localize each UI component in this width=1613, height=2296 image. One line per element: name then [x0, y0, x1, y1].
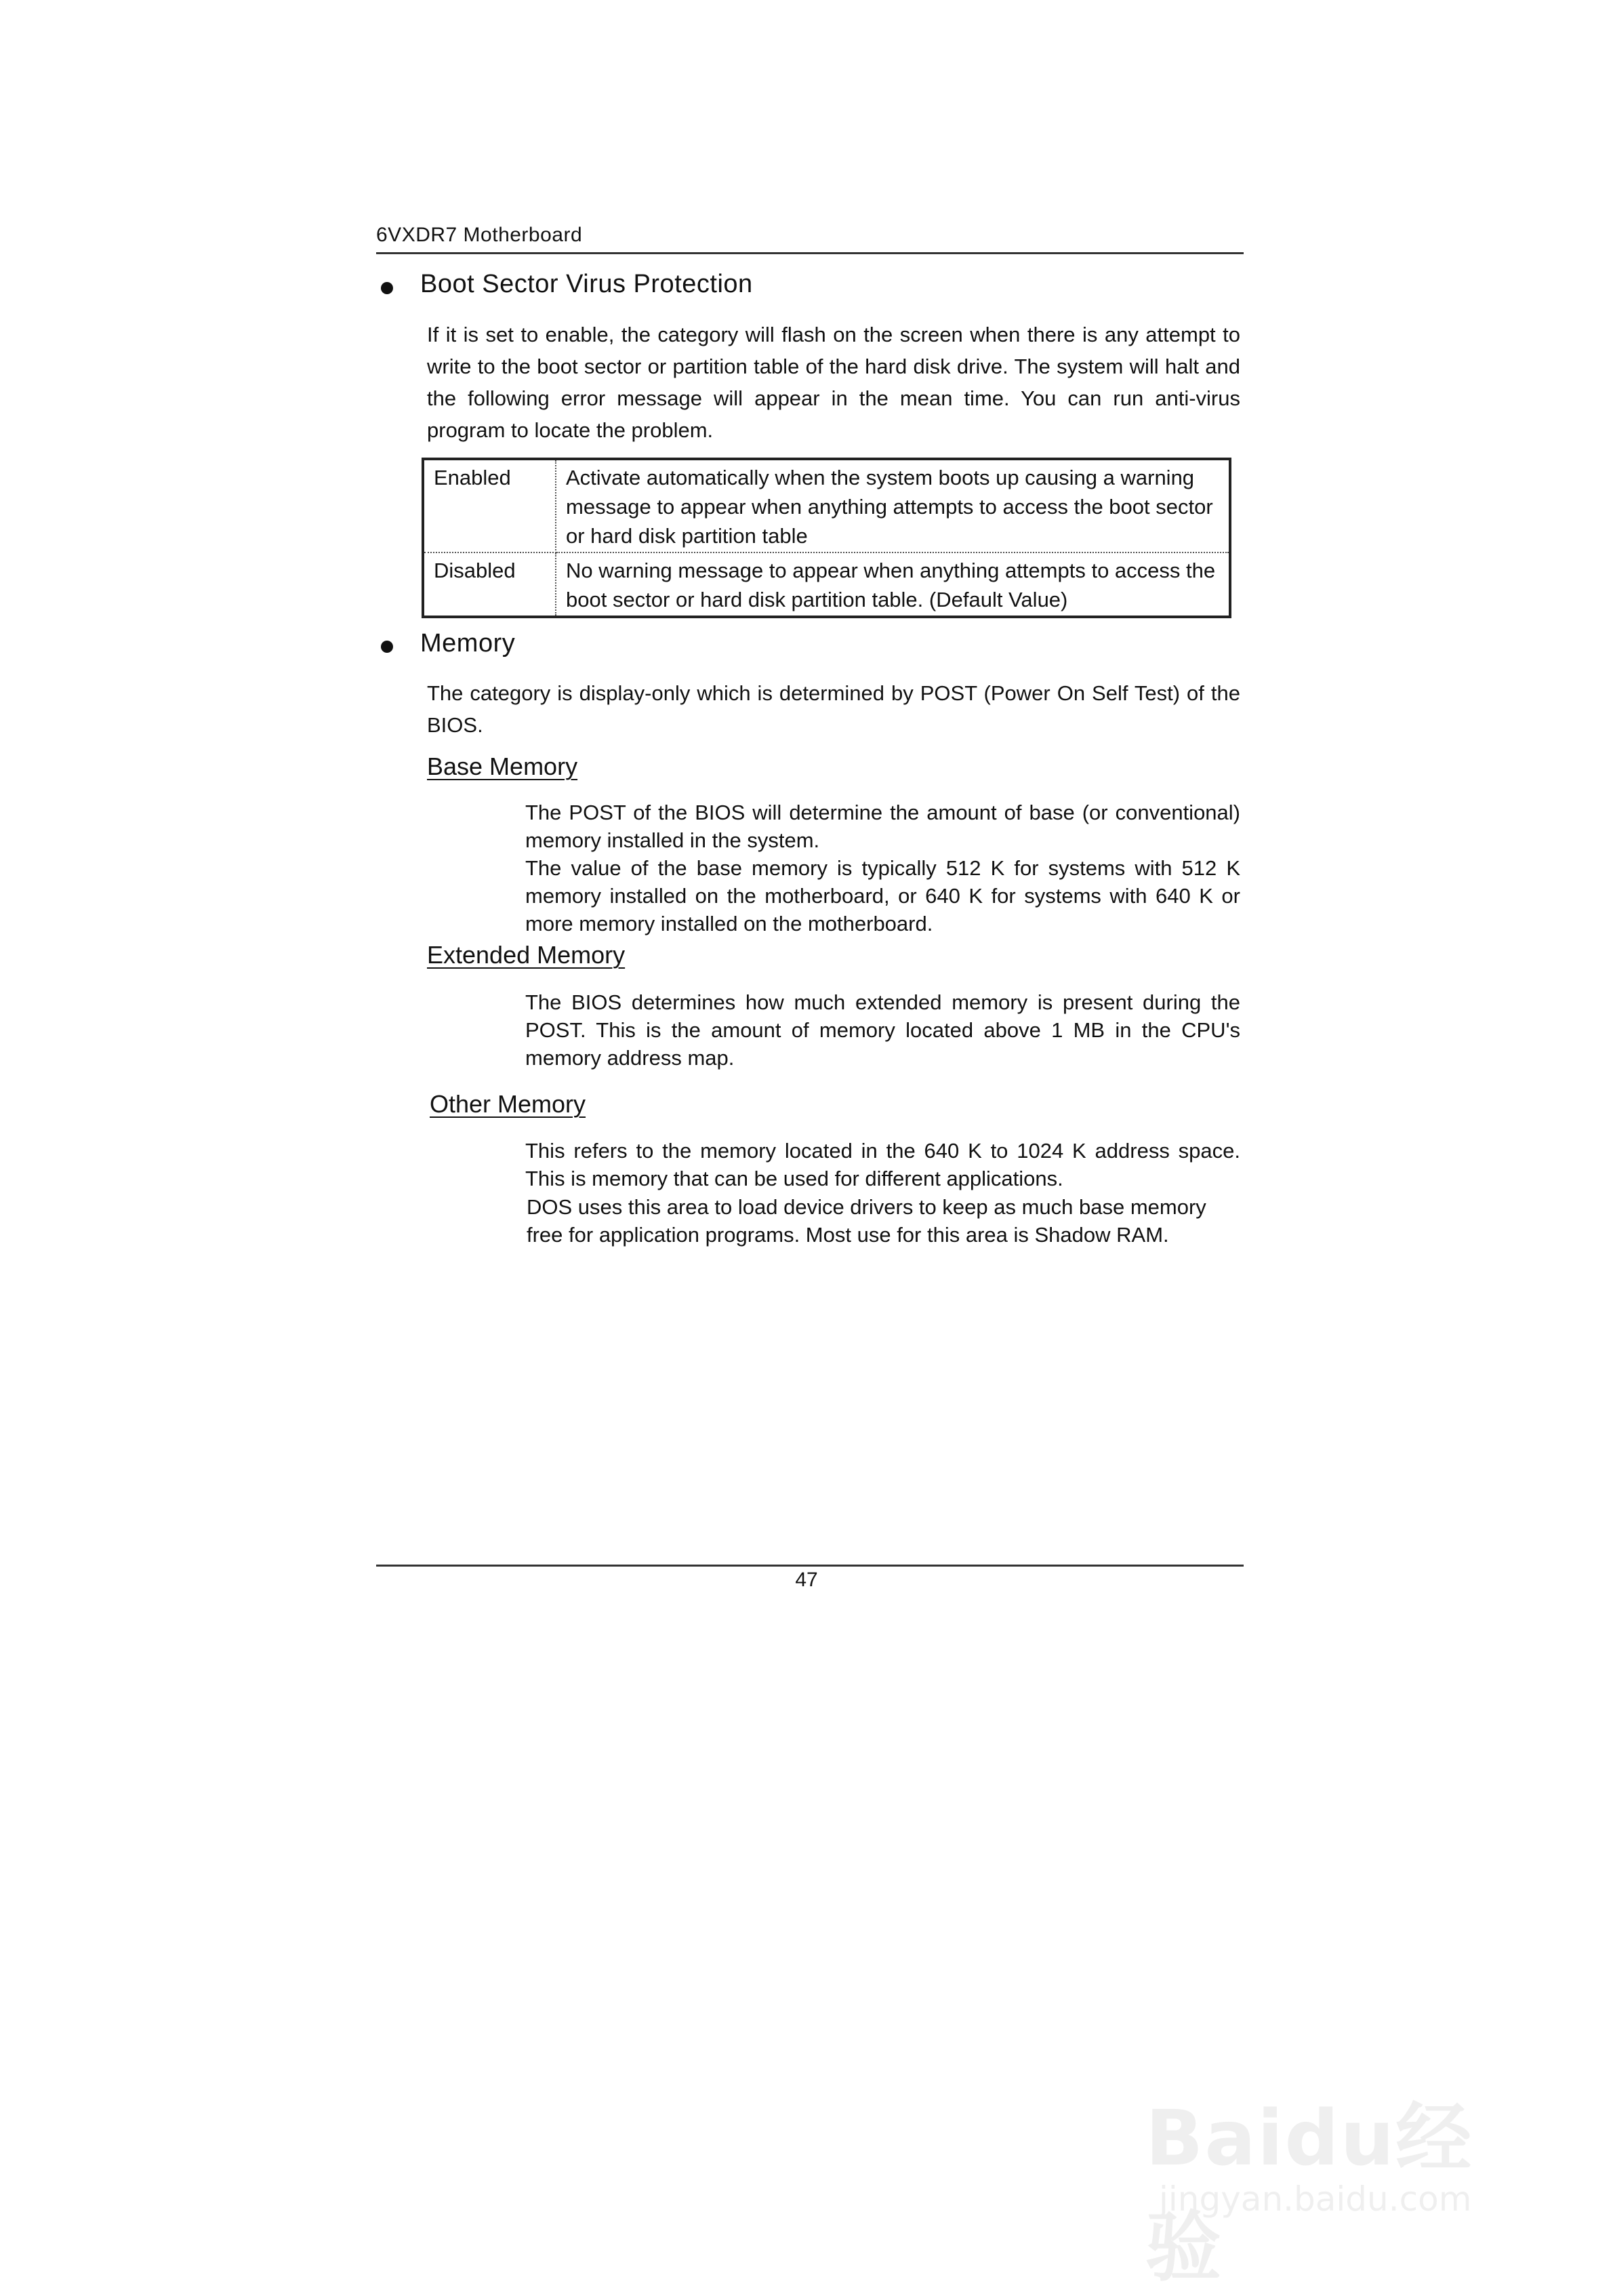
extended-memory-para-1: The BIOS determines how much extended memory is present during the POST. This is the amount of memory located above 1 MB in the CPU's memory address map.	[525, 990, 1240, 1070]
watermark-logo: Baidu经验	[1145, 2095, 1473, 2292]
subhead-other-memory: Other Memory	[430, 1090, 586, 1118]
page-header-title: 6VXDR7 Motherboard	[376, 224, 583, 246]
other-memory-para-1: This refers to the memory located in the 640 K to 1024 K address space. This is memory that can be used for different applications.	[525, 1139, 1240, 1190]
option-desc-disabled: No warning message to appear when anything attempts to access the boot sector or hard disk partition table. (Default Value)	[566, 559, 1216, 611]
option-desc-enabled: Activate automatically when the system boots up causing a warning message to appear when anything attempts to access the boot sector or hard disk partition table	[556, 459, 1230, 552]
table-row	[423, 459, 1230, 552]
option-name-disabled: Disabled	[423, 552, 556, 617]
watermark	[1145, 2051, 1545, 2292]
header-divider	[376, 252, 1244, 254]
footer-divider	[376, 1565, 1244, 1567]
subhead-extended-memory: Extended Memory	[427, 941, 626, 969]
boot-sector-options-table	[422, 458, 1231, 618]
page-number: 47	[795, 1569, 818, 1591]
boot-sector-description: If it is set to enable, the category will flash on the screen when there is any attempt to write to the boot sector or partition table of the hard disk drive. The system will halt and the following error message will appear in the mean time. You can run anti-virus program to locate the problem.	[427, 323, 1240, 442]
bullet-icon	[381, 282, 393, 294]
option-name-enabled: Enabled	[423, 459, 556, 552]
section-title-memory: Memory	[420, 629, 516, 658]
table-row	[423, 552, 1230, 617]
subhead-base-memory: Base Memory	[427, 752, 578, 780]
memory-description: The category is display-only which is determined by POST (Power On Self Test) of the BIOS.	[427, 681, 1240, 737]
watermark-url: jingyan.baidu.com	[1159, 2179, 1472, 2219]
other-memory-para-2: DOS uses this area to load device drivers to keep as much base memory free for application programs. Most use for this area is Shadow RAM.	[527, 1195, 1206, 1247]
base-memory-para-1: The POST of the BIOS will determine the amount of base (or conventional) memory installed in the system.	[525, 801, 1240, 852]
bullet-icon	[381, 641, 393, 653]
base-memory-para-2: The value of the base memory is typically 512 K for systems with 512 K memory installed on the motherboard, or 640 K for systems with 640 K or more memory installed on the motherboard.	[525, 856, 1240, 935]
section-title-boot-sector: Boot Sector Virus Protection	[420, 270, 753, 298]
